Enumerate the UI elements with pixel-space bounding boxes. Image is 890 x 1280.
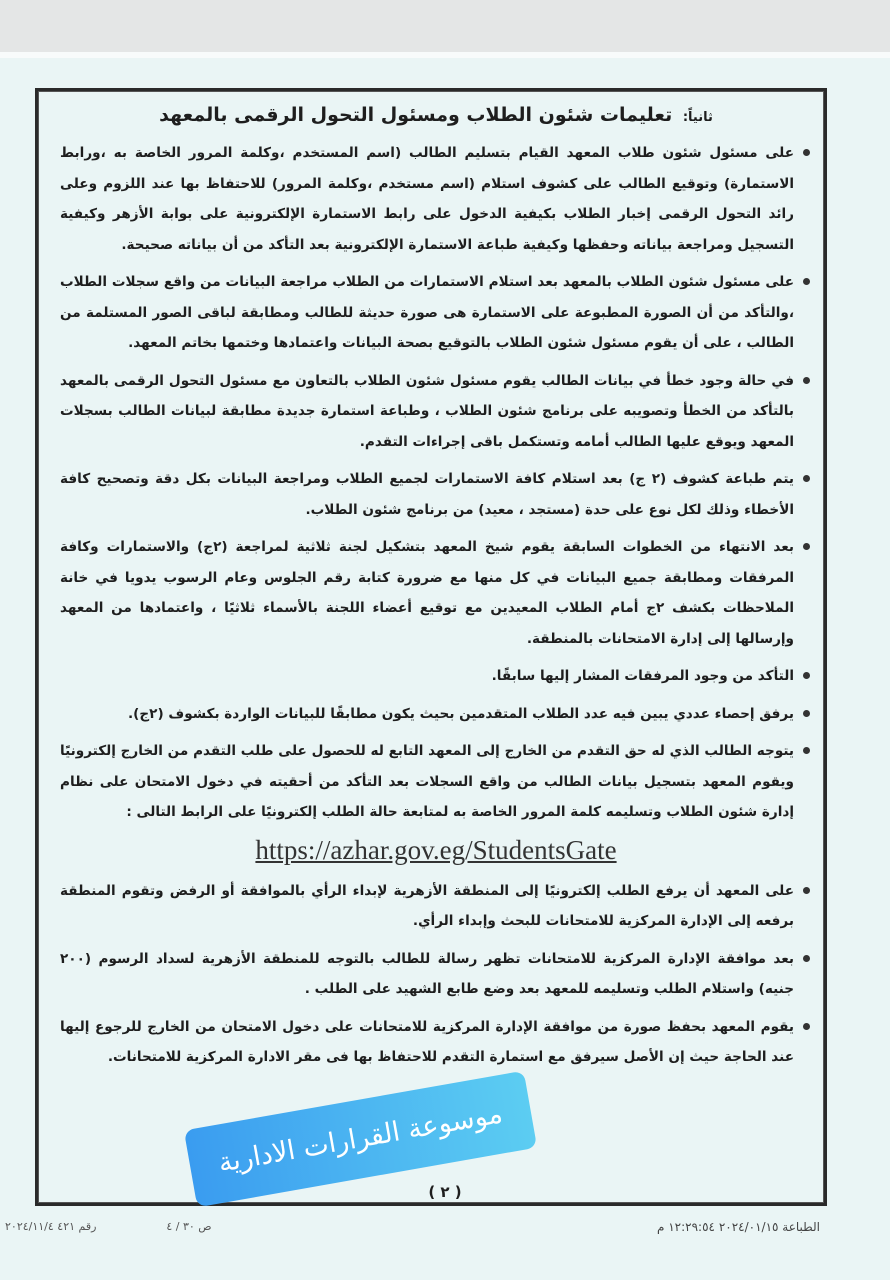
instruction-item: يقوم المعهد بحفظ صورة من موافقة الإدارة المركزية للامتحانات على دخول الامتحان من الخارج للرجوع إليها عند الحاجة حيث إن الأصل سيرفق مع استمارة التقدم للاحتفاظ بها فى مقر الادارة المركزية للامتحانات. [60,1012,812,1073]
section-title [60,104,812,126]
top-divider [0,52,890,58]
footer-reference [5,1220,212,1233]
instruction-item: على مسئول شئون طلاب المعهد القيام بتسليم الطالب (اسم المستخدم ،وكلمة المرور الخاصة به ،ورابط الاستمارة) وتوقيع الطالب على كشوف استلام (اسم مستخدم ،وكلمة المرور) للاحتفاظ بها عند اللزوم وعلى رائد التحول الرقمى إخبار الطلاب بكيفية الدخول على رابط الاستمارة الإلكترونية على بوابة الأزهر وكيفية التسجيل ومراجعة بياناته وحفظها وكيفية طباعة الاستمارة الإلكترونية بعد التأكد من أن بياناته صحيحة. [60,138,812,260]
instruction-item: على المعهد أن يرفع الطلب إلكترونيًا إلى المنطقة الأزهرية لإبداء الرأي بالموافقة أو الرفض وتقوم المنطقة برفعه إلى الإدارة المركزية للامتحانات للبحث وإبداء الرأي. [60,876,812,937]
footer-ref-number: رقم ٤٢١ ٢٠٢٤/١١/٤ [5,1220,97,1233]
watermark-banner: موسوعة القرارات الادارية [184,1071,537,1208]
page-number: ( ٢ ) [428,1183,462,1201]
footer-page: ص ٣٠ / ٤ [166,1220,212,1233]
instruction-item: في حالة وجود خطأ في بيانات الطالب يقوم مسئول شئون الطلاب بالتعاون مع مسئول التحول الرقمى بالمعهد بالتأكد من الخطأ وتصويبه على برنامج شئون الطلاب ، وطباعة استمارة جديدة مطابقة لبيانات الطالب بسجلات المعهد ويوقع عليها الطالب أمامه وتستكمل باقى إجراءات التقدم. [60,366,812,458]
instruction-list-continued [60,876,812,1073]
instruction-item: يتم طباعة كشوف (٢ ج) بعد استلام كافة الاستمارات لجميع الطلاب ومراجعة البيانات بكل دقة وتصحيح كافة الأخطاء وذلك لكل نوع على حدة (مستجد ، معيد) من برنامج شئون الطلاب. [60,464,812,525]
instruction-item: بعد موافقة الإدارة المركزية للامتحانات تظهر رسالة للطالب بالتوجه للمنطقة الأزهرية لسداد الرسوم (٢٠٠ جنيه) واستلام الطلب وتسليمه للمعهد بعد وضع طابع الشهيد على الطلب . [60,944,812,1005]
instruction-item: التأكد من وجود المرفقات المشار إليها سابقًا. [60,661,812,692]
instruction-item: على مسئول شئون الطلاب بالمعهد بعد استلام الاستمارات من الطلاب مراجعة البيانات من واقع سجلات الطلاب ،والتأكد من أن الصورة المطبوعة على الاستمارة هى صورة حديثة للطالب ومطابقة لباقى الصور المستلمة من الطالب ، على أن يقوم مسئول شئون الطلاب بالتوقيع بصحة البيانات واعتمادها وختمها بخاتم المعهد. [60,267,812,359]
document-body [60,98,812,1080]
students-gate-link[interactable]: https://azhar.gov.eg/StudentsGate [255,834,617,865]
instruction-item: يتوجه الطالب الذي له حق التقدم من الخارج إلى المعهد التابع له للحصول على طلب التقدم من الخارج إلكترونيًا ويقوم المعهد بتسجيل بيانات الطالب من واقع السجلات بعد التأكد من أحقيته في دخول الامتحان على نظام إدارة شئون الطلاب وتسليمه كلمة المرور الخاصة به لمتابعة حالة الطلب إلكترونيًا على الرابط التالى : [60,736,812,828]
section-lead: ثانياً: [682,110,713,125]
instruction-item: بعد الانتهاء من الخطوات السابقة يقوم شيخ المعهد بتشكيل لجنة ثلاثية لمراجعة (٢ج) والاستمارات وكافة المرفقات ومطابقة جميع البيانات في كل منها مع ضرورة كتابة رقم الجلوس وعام الرسوب يدويا في خانة الملاحظات بكشف ٢ج أمام الطلاب المعيدين مع توقيع أعضاء اللجنة بالأسماء ثلاثيًا ، واعتمادها من المعهد وإرسالها إلى إدارة الامتحانات بالمنطقة. [60,532,812,654]
print-timestamp: الطباعة ٢٠٢٤/٠١/١٥ ١٢:٢٩:٥٤ م [656,1220,820,1234]
instruction-item: يرفق إحصاء عددي يبين فيه عدد الطلاب المتقدمين بحيث يكون مطابقًا للبيانات الواردة بكشوف (٢ج). [60,699,812,730]
top-band [0,0,890,52]
section-title-text: تعليمات شئون الطلاب ومسئول التحول الرقمى بالمعهد [159,104,673,126]
instruction-list [60,138,812,828]
